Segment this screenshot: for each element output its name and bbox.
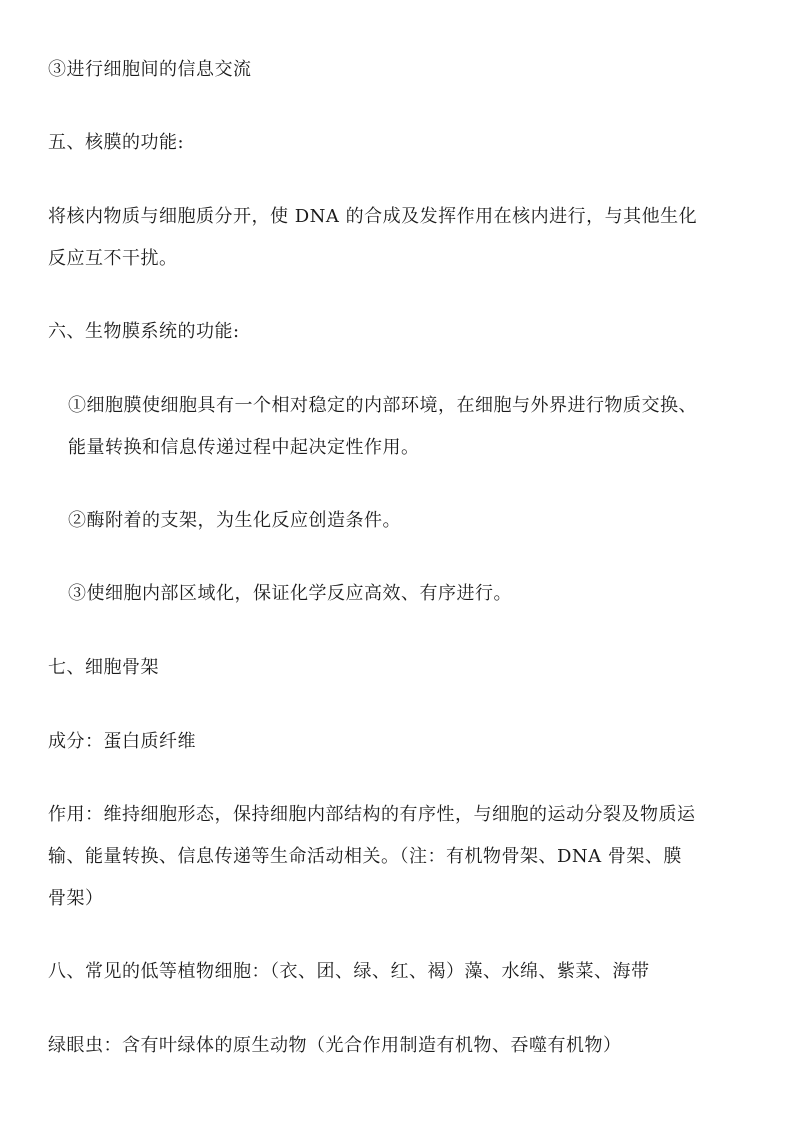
paragraph-euglena-note: 绿眼虫：含有叶绿体的原生动物（光合作用制造有机物、吞噬有机物）	[48, 1035, 622, 1056]
paragraph-nuclear-envelope-line-1: 将核内物质与细胞质分开，使 DNA 的合成及发挥作用在核内进行，与其他生化	[48, 206, 698, 227]
list-item-membrane-function-2: ②酶附着的支架，为生化反应创造条件。	[68, 510, 401, 531]
paragraph-cytoskeleton-function-line-3: 骨架）	[48, 888, 104, 909]
list-item-membrane-function-1-line-2: 能量转换和信息传递过程中起决定性作用。	[68, 437, 420, 458]
paragraph-nuclear-envelope-line-2: 反应互不干扰。	[48, 248, 178, 269]
list-item-membrane-function-1-line-1: ①细胞膜使细胞具有一个相对稳定的内部环境，在细胞与外界进行物质交换、	[68, 395, 697, 416]
paragraph-cytoskeleton-function-line-2: 输、能量转换、信息传递等生命活动相关。（注：有机物骨架、DNA 骨架、膜	[48, 846, 682, 867]
section-heading-biomembrane-system: 六、生物膜系统的功能:	[48, 321, 240, 342]
section-heading-cytoskeleton: 七、细胞骨架	[48, 657, 159, 678]
section-heading-nuclear-envelope: 五、核膜的功能:	[48, 132, 185, 153]
paragraph-cytoskeleton-composition: 成分：蛋白质纤维	[48, 731, 196, 752]
list-item-info-exchange: ③进行细胞间的信息交流	[48, 59, 252, 80]
section-heading-lower-plant-cells: 八、常见的低等植物细胞：（衣、团、绿、红、褐）藻、水绵、紫菜、海带	[48, 961, 650, 982]
list-item-membrane-function-3: ③使细胞内部区域化，保证化学反应高效、有序进行。	[68, 583, 512, 604]
paragraph-cytoskeleton-function-line-1: 作用：维持细胞形态，保持细胞内部结构的有序性，与细胞的运动分裂及物质运	[48, 804, 696, 825]
